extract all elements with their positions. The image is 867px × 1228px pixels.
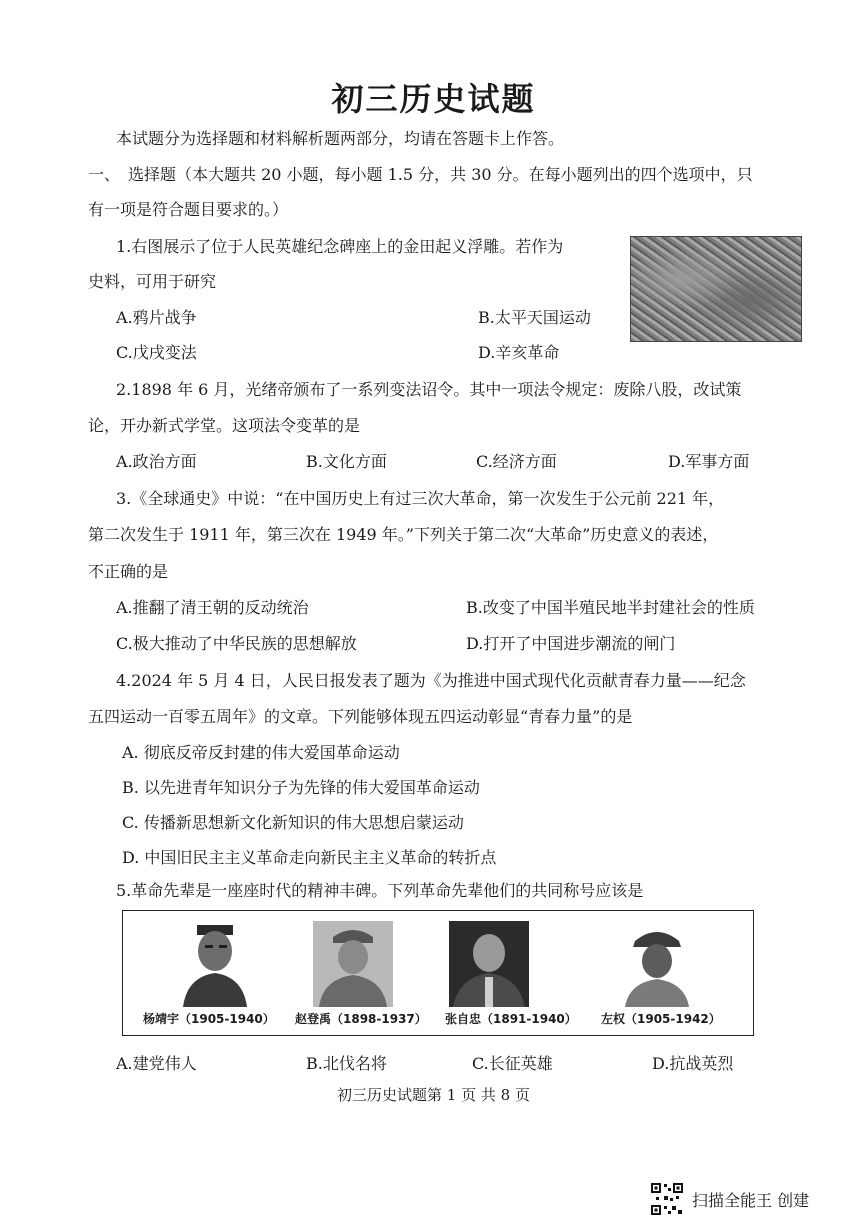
q3-option-d: D.打开了中国进步潮流的闸门 [466,634,676,653]
q1-option-a: A.鸦片战争 [116,308,197,327]
caption-yang-jingyu: 杨靖宇（1905-1940） [143,1012,275,1026]
q2-stem-line2: 论，开办新式学堂。这项法令变革的是 [88,416,361,435]
portrait-zhao-dengyu [313,921,393,1007]
caption-zhao-dengyu: 赵登禹（1898-1937） [295,1012,427,1026]
q2-option-a: A.政治方面 [116,452,197,471]
q4-option-d: D. 中国旧民主主义革命走向新民主主义革命的转折点 [122,848,497,867]
q3-option-a: A.推翻了清王朝的反动统治 [116,598,309,617]
q4-option-b: B. 以先进青年知识分子为先锋的伟大爱国革命运动 [122,778,480,797]
page-footer: 初三历史试题第 1 页 共 8 页 [337,1086,530,1104]
q3-option-b: B.改变了中国半殖民地半封建社会的性质 [466,598,755,617]
caption-zhang-zizhong: 张自忠（1891-1940） [445,1012,577,1026]
q4-stem-line1: 4.2024 年 5 月 4 日，人民日报发表了题为《为推进中国式现代化贡献青春力量——纪念 [116,671,746,690]
section1-heading-line2: 有一项是符合题目要求的。） [88,200,289,219]
q5-option-a: A.建党伟人 [116,1054,197,1073]
jintian-uprising-relief-image [630,236,802,342]
portrait-yang-jingyu [175,921,255,1007]
scanner-label: 扫描全能王 创建 [692,1190,810,1210]
q2-stem-line1: 2.1898 年 6 月，光绪帝颁布了一系列变法诏令。其中一项法令规定：废除八股，改试策 [116,380,742,399]
portrait-zhang-zizhong [449,921,529,1007]
exam-title: 初三历史试题 [331,80,536,118]
revolutionary-portraits-figure [122,910,754,1036]
qr-code-icon [650,1182,684,1216]
q2-option-c: C.经济方面 [476,452,557,471]
scanner-watermark [650,1182,809,1216]
q3-stem-line3: 不正确的是 [88,562,169,581]
q4-option-a: A. 彻底反帝反封建的伟大爱国革命运动 [122,743,400,762]
q4-stem-line2: 五四运动一百零五周年》的文章。下列能够体现五四运动彰显“青春力量”的是 [88,707,633,726]
q1-stem-line2: 史料，可用于研究 [88,272,217,291]
intro-text: 本试题分为选择题和材料解析题两部分，均请在答题卡上作答。 [116,129,565,148]
section1-heading-line1: 一、 选择题（本大题共 20 小题，每小题 1.5 分，共 30 分。在每小题列出的四个选项中，只 [88,165,753,184]
q4-option-c: C. 传播新思想新文化新知识的伟大思想启蒙运动 [122,813,464,832]
portrait-zuo-quan [617,921,697,1007]
q1-option-c: C.戊戌变法 [116,343,197,362]
q3-stem-line2: 第二次发生于 1911 年，第三次在 1949 年。”下列关于第二次“大革命”历史意义的表述， [88,525,719,544]
q3-option-c: C.极大推动了中华民族的思想解放 [116,634,357,653]
q1-option-b: B.太平天国运动 [478,308,591,327]
q5-stem-line1: 5.革命先辈是一座座时代的精神丰碑。下列革命先辈他们的共同称号应该是 [116,881,644,900]
caption-zuo-quan: 左权（1905-1942） [601,1012,721,1026]
q1-stem-line1: 1.右图展示了位于人民英雄纪念碑座上的金田起义浮雕。若作为 [116,237,564,256]
q5-option-c: C.长征英雄 [472,1054,553,1073]
q5-option-d: D.抗战英烈 [652,1054,734,1073]
q2-option-b: B.文化方面 [306,452,387,471]
q1-option-d: D.辛亥革命 [478,343,560,362]
q3-stem-line1: 3.《全球通史》中说：“在中国历史上有过三次大革命，第一次发生于公元前 221 年， [116,489,725,508]
q2-option-d: D.军事方面 [668,452,750,471]
q5-option-b: B.北伐名将 [306,1054,387,1073]
